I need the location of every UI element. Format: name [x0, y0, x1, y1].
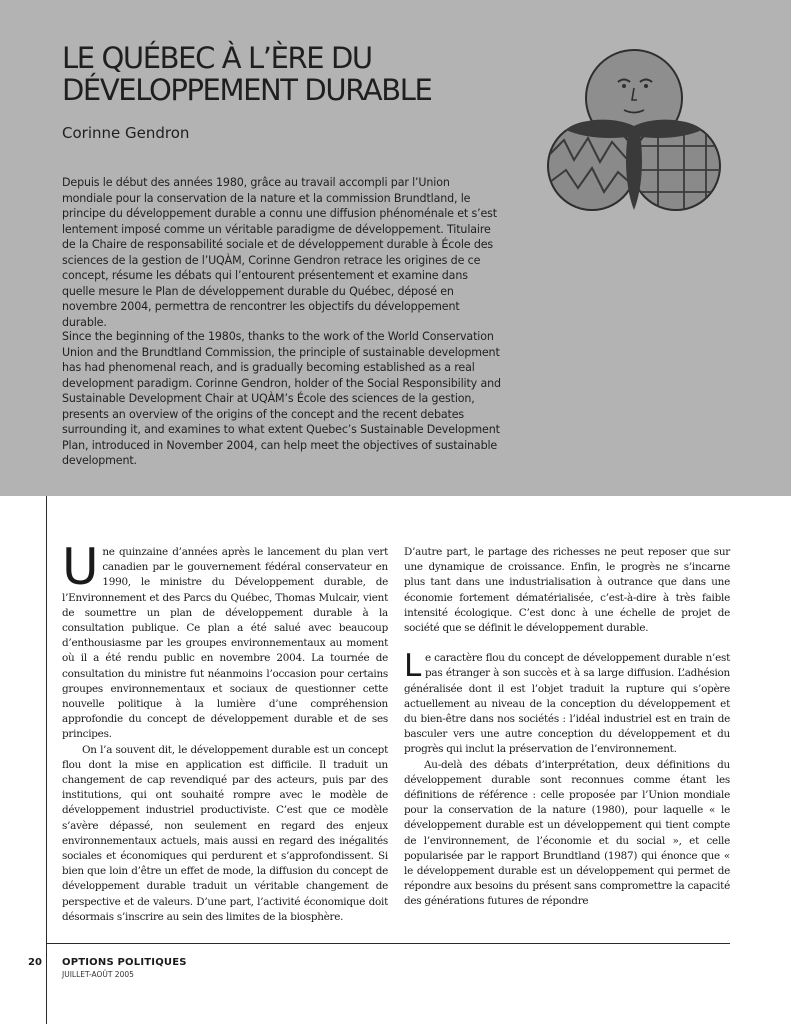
page-number: 20	[28, 957, 42, 968]
body-column-left	[62, 538, 388, 925]
abstract-english: Since the beginning of the 1980s, thanks to the work of the World Conservation Union and the Brundtland Commission, the principle of sustainable development has had phenomenal reach, and is gradually becoming established as a real development paradigm. Corinne Gendron, holder of the Social Responsibility and Sustainable Development Chair at UQÀM’s École des sciences de la gestion, presents an overview of the origins of the concept and the recent debates surrounding it, and examines to what extent Quebec’s Sustainable Development Plan, introduced in November 2004, can help meet the objectives of sustainable development.	[62, 330, 501, 467]
paragraph-4	[404, 648, 730, 757]
body-column-right	[404, 545, 730, 910]
paragraph-2: On l’a souvent dit, le développement durable est un concept flou dont la mise en application est difficile. Il traduit un changement de cap revendiqué par des acteurs, puis par des institutions, qui ont souhaité rompre avec le modèle de développement industriel productiviste. C’est que ce modèle s’avère dépassé, non seulement en regard des enjeux environnementaux actuels, mais aussi en regard des inégalités sociales et économiques qui perdurent et s’approfondissent. Si bien que loin d’être un effet de mode, la diffusion du concept de développement durable traduit un véritable changement de perspective et de valeurs. D’une part, l’activité économique doit désormais s’inscrire au sein des limites de la biosphère.	[62, 743, 388, 923]
footer-rule	[46, 943, 730, 944]
article-title	[62, 42, 522, 106]
author-name: Corinne Gendron	[62, 124, 190, 142]
article-title-line1: LE QUÉBEC À L’ÈRE DU	[62, 41, 372, 75]
journal-name: OPTIONS POLITIQUES	[62, 957, 187, 968]
paragraph-4-text: e caractère flou du concept de développement durable n’est pas étranger à son succès et à sa large diffusion. L’adhésion généralisée dont il est l’objet traduit la rupture qui s’opère actuellement au niveau de la conception du développement et du bien-être dans nos sociétés : l’idéal industriel est en train de basculer vers une autre conception du développement et du progrès qui inclut la préservation de l’environnement.	[404, 652, 730, 756]
issue-date: JUILLET-AOÛT 2005	[62, 970, 134, 979]
paragraph-1	[62, 538, 388, 743]
abstract-french: Depuis le début des années 1980, grâce au travail accompli par l’Union mondiale pour la conservation de la nature et la commission Brundtland, le principe du développement durable a connu une diffusion phénoménale et s’est lentement imposé comme un véritable paradigme de développement. Titulaire de la Chaire de responsabilité sociale et de développement durable à École des sciences de la gestion de l’UQÀM, Corinne Gendron retrace les origines de ce concept, résume les débats qui l’entourent présentement et examine dans quelle mesure le Plan de développement durable du Québec, déposé en novembre 2004, permettra de rencontrer les objectifs du développement durable.	[62, 176, 497, 329]
paragraph-3: D’autre part, le partage des richesses ne peut reposer que sur une dynamique de croissance. Enfin, le progrès ne s’incarne plus tant dans une industrialisation à outrance que dans une économie fortement dématérialisée, c’est-à-dire à très faible intensité écologique. C’est donc à une échelle de projet de société que se définit le développement durable.	[404, 546, 730, 635]
drop-cap: L	[404, 648, 422, 685]
drop-cap: U	[62, 538, 99, 596]
article-title-line2: DÉVELOPPEMENT DURABLE	[62, 73, 432, 107]
vertical-rule	[46, 496, 47, 1024]
three-globes-with-face-icon	[544, 42, 724, 214]
paragraph-1-text: ne quinzaine d’années après le lancement du plan vert canadien par le gouvernement fédéral conservateur en 1990, le ministre du Développement durable, de l’Environnement et des Parcs du Québec, Thomas Mulcair, vient de soumettre un plan de développement durable à la consultation publique. Ce plan a été salué avec beaucoup d’enthousiasme par les groupes environnementaux au moment où il a été rendu public en novembre 2004. La tournée de consultation du ministre fut néanmoins l’occasion pour certains groupes environnementaux et sociaux de questionner cette nouvelle politique à la lumière d’une compréhension approfondie du concept de développement durable et de ses principes.	[62, 546, 388, 741]
paragraph-5: Au-delà des débats d’interprétation, deux définitions du développement durable sont reconnues comme étant les définitions de référence : celle proposée par l’Union mondiale pour la conservation de la nature (1980), pour laquelle « le développement durable est un développement qui tient compte de l’environnement, de l’économie et du social », et celle popularisée par le rapport Brundtland (1987) qui énonce que « le développement durable est un développement qui permet de répondre aux besoins du présent sans compromettre la capacité des générations futures de répondre	[404, 758, 730, 908]
